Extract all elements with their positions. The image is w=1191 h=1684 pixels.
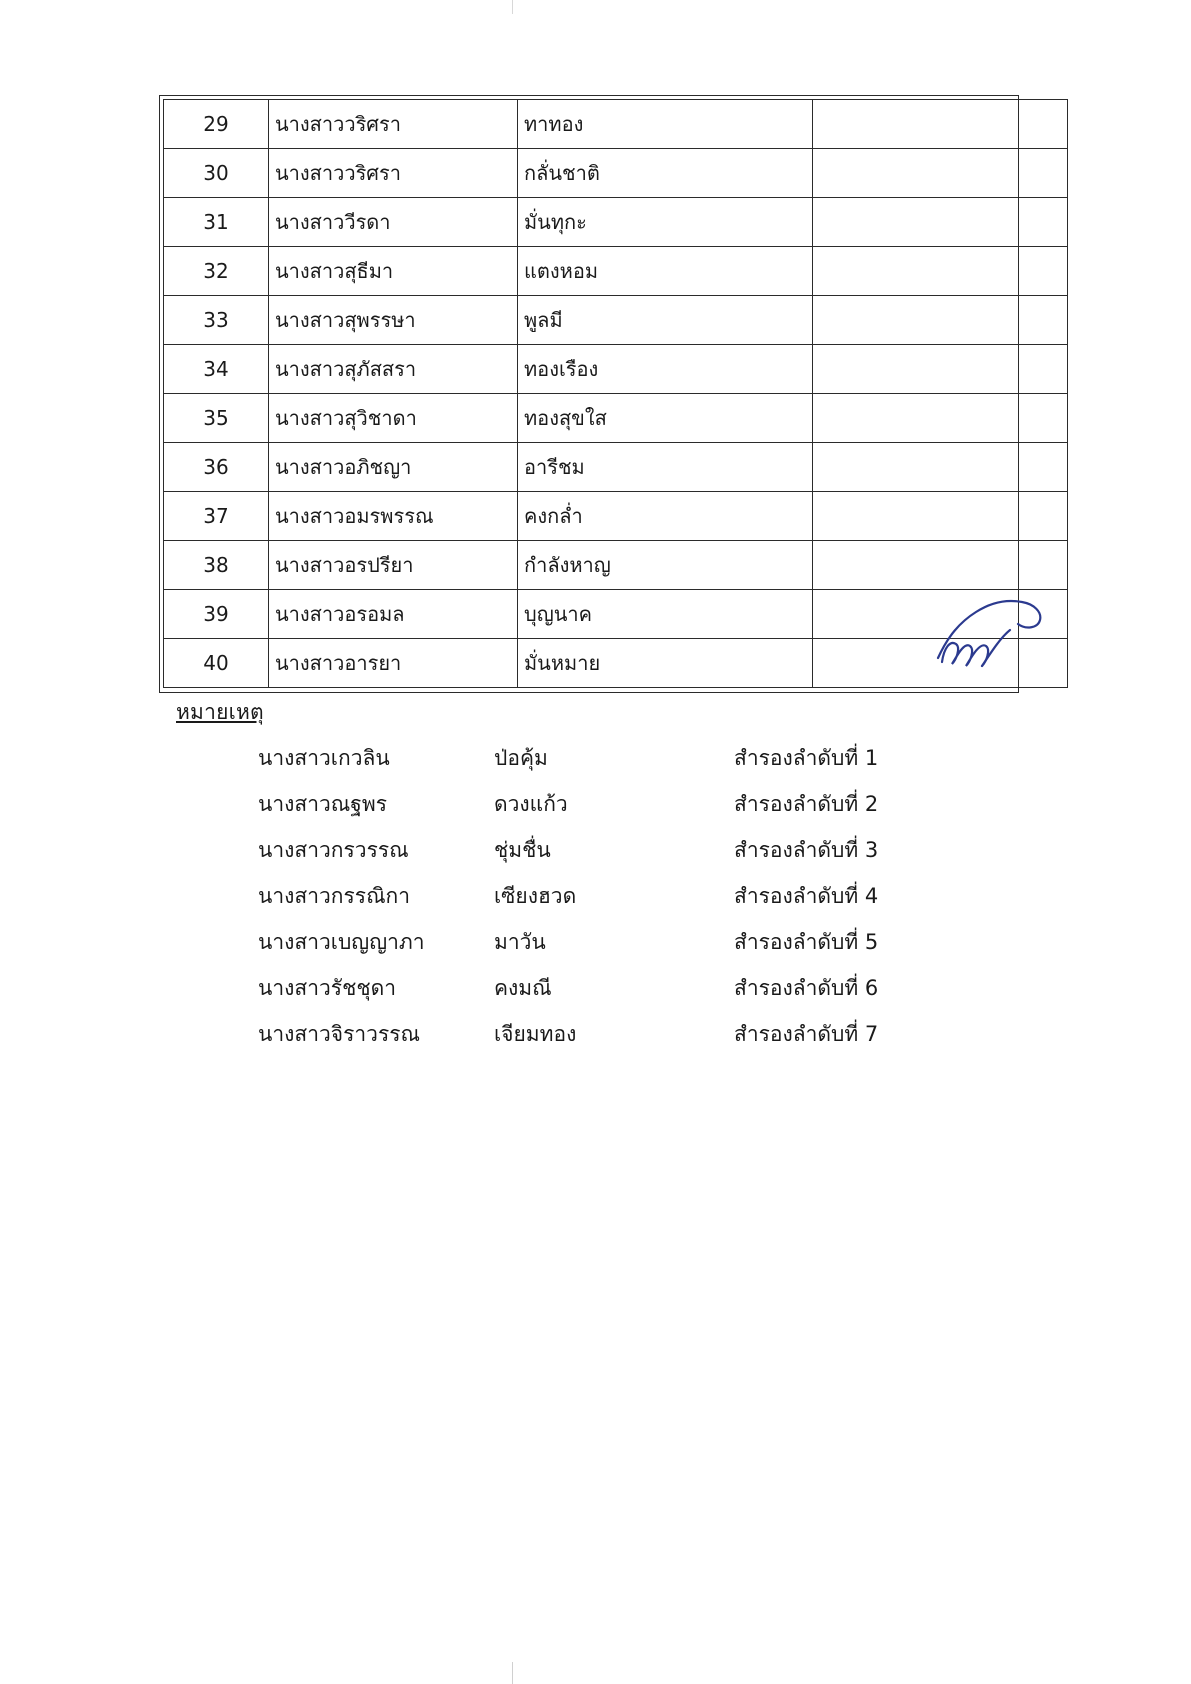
handwritten-signature — [930, 596, 1050, 676]
row-last-name: อารีชม — [518, 443, 813, 492]
row-number: 32 — [164, 247, 269, 296]
row-last-name: คงกล่ำ — [518, 492, 813, 541]
note-first-name: นางสาวรัชชุดา — [258, 976, 397, 1000]
row-number: 33 — [164, 296, 269, 345]
table-row — [164, 100, 1068, 149]
row-last-name: บุญนาค — [518, 590, 813, 639]
notes-list — [258, 742, 998, 1064]
row-first-name: นางสาวอรปรียา — [269, 541, 518, 590]
row-number: 34 — [164, 345, 269, 394]
row-number: 38 — [164, 541, 269, 590]
row-last-name: กำลังหาญ — [518, 541, 813, 590]
row-first-name: นางสาวสุภัสสรา — [269, 345, 518, 394]
row-note-cell — [813, 443, 1068, 492]
row-first-name: นางสาวอรอมล — [269, 590, 518, 639]
row-note-cell — [813, 394, 1068, 443]
note-last-name: ป่อคุ้ม — [494, 746, 548, 770]
row-first-name: นางสาวสุธีมา — [269, 247, 518, 296]
note-last-name: ดวงแก้ว — [494, 792, 568, 816]
row-first-name: นางสาววริศรา — [269, 100, 518, 149]
note-last-name: เจียมทอง — [494, 1022, 577, 1046]
table-row — [164, 541, 1068, 590]
note-last-name: ชุ่มชื่น — [494, 838, 551, 862]
row-note-cell — [813, 492, 1068, 541]
row-note-cell — [813, 296, 1068, 345]
list-item — [258, 1018, 998, 1064]
row-first-name: นางสาวอารยา — [269, 639, 518, 688]
row-number: 36 — [164, 443, 269, 492]
row-note-cell — [813, 247, 1068, 296]
row-number: 37 — [164, 492, 269, 541]
list-item — [258, 742, 998, 788]
notes-heading: หมายเหตุ — [176, 700, 264, 724]
row-last-name: ทาทอง — [518, 100, 813, 149]
row-number: 30 — [164, 149, 269, 198]
row-last-name: มั่นทุกะ — [518, 198, 813, 247]
note-rank: สำรองลำดับที่ 3 — [734, 838, 879, 862]
note-first-name: นางสาวกรวรรณ — [258, 838, 409, 862]
list-item — [258, 788, 998, 834]
note-first-name: นางสาวเบญญาภา — [258, 930, 425, 954]
row-last-name: มั่นหมาย — [518, 639, 813, 688]
table-row — [164, 443, 1068, 492]
row-number: 35 — [164, 394, 269, 443]
note-rank: สำรองลำดับที่ 4 — [734, 884, 879, 908]
note-rank: สำรองลำดับที่ 1 — [734, 746, 879, 770]
row-number: 40 — [164, 639, 269, 688]
table-row — [164, 394, 1068, 443]
row-first-name: นางสาววริศรา — [269, 149, 518, 198]
table-row — [164, 296, 1068, 345]
note-first-name: นางสาวณฐพร — [258, 792, 387, 816]
note-first-name: นางสาวจิราวรรณ — [258, 1022, 421, 1046]
list-item — [258, 926, 998, 972]
row-last-name: กลั่นชาติ — [518, 149, 813, 198]
row-note-cell — [813, 541, 1068, 590]
row-number: 29 — [164, 100, 269, 149]
row-note-cell — [813, 149, 1068, 198]
row-note-cell — [813, 100, 1068, 149]
table-row — [164, 149, 1068, 198]
note-rank: สำรองลำดับที่ 2 — [734, 792, 879, 816]
list-item — [258, 972, 998, 1018]
row-first-name: นางสาววีรดา — [269, 198, 518, 247]
note-last-name: มาวัน — [494, 930, 546, 954]
list-item — [258, 834, 998, 880]
scan-fold-mark-top — [512, 0, 513, 14]
roster-table-container — [163, 99, 1015, 688]
note-rank: สำรองลำดับที่ 7 — [734, 1022, 879, 1046]
row-last-name: แตงหอม — [518, 247, 813, 296]
row-note-cell — [813, 345, 1068, 394]
table-row — [164, 247, 1068, 296]
row-number: 39 — [164, 590, 269, 639]
row-first-name: นางสาวสุพรรษา — [269, 296, 518, 345]
note-rank: สำรองลำดับที่ 6 — [734, 976, 879, 1000]
row-last-name: ทองสุขใส — [518, 394, 813, 443]
scan-fold-mark-bottom — [512, 1662, 513, 1684]
note-last-name: เซียงฮวด — [494, 884, 577, 908]
note-first-name: นางสาวเกวลิน — [258, 746, 390, 770]
row-first-name: นางสาวสุวิชาดา — [269, 394, 518, 443]
table-row — [164, 492, 1068, 541]
row-last-name: ทองเรือง — [518, 345, 813, 394]
list-item — [258, 880, 998, 926]
row-last-name: พูลมี — [518, 296, 813, 345]
note-first-name: นางสาวกรรณิกา — [258, 884, 411, 908]
row-note-cell — [813, 198, 1068, 247]
table-row — [164, 345, 1068, 394]
row-number: 31 — [164, 198, 269, 247]
row-first-name: นางสาวอภิชญา — [269, 443, 518, 492]
table-row — [164, 198, 1068, 247]
scan-top-edge — [0, 0, 1191, 3]
note-rank: สำรองลำดับที่ 5 — [734, 930, 879, 954]
row-first-name: นางสาวอมรพรรณ — [269, 492, 518, 541]
note-last-name: คงมณี — [494, 976, 552, 1000]
